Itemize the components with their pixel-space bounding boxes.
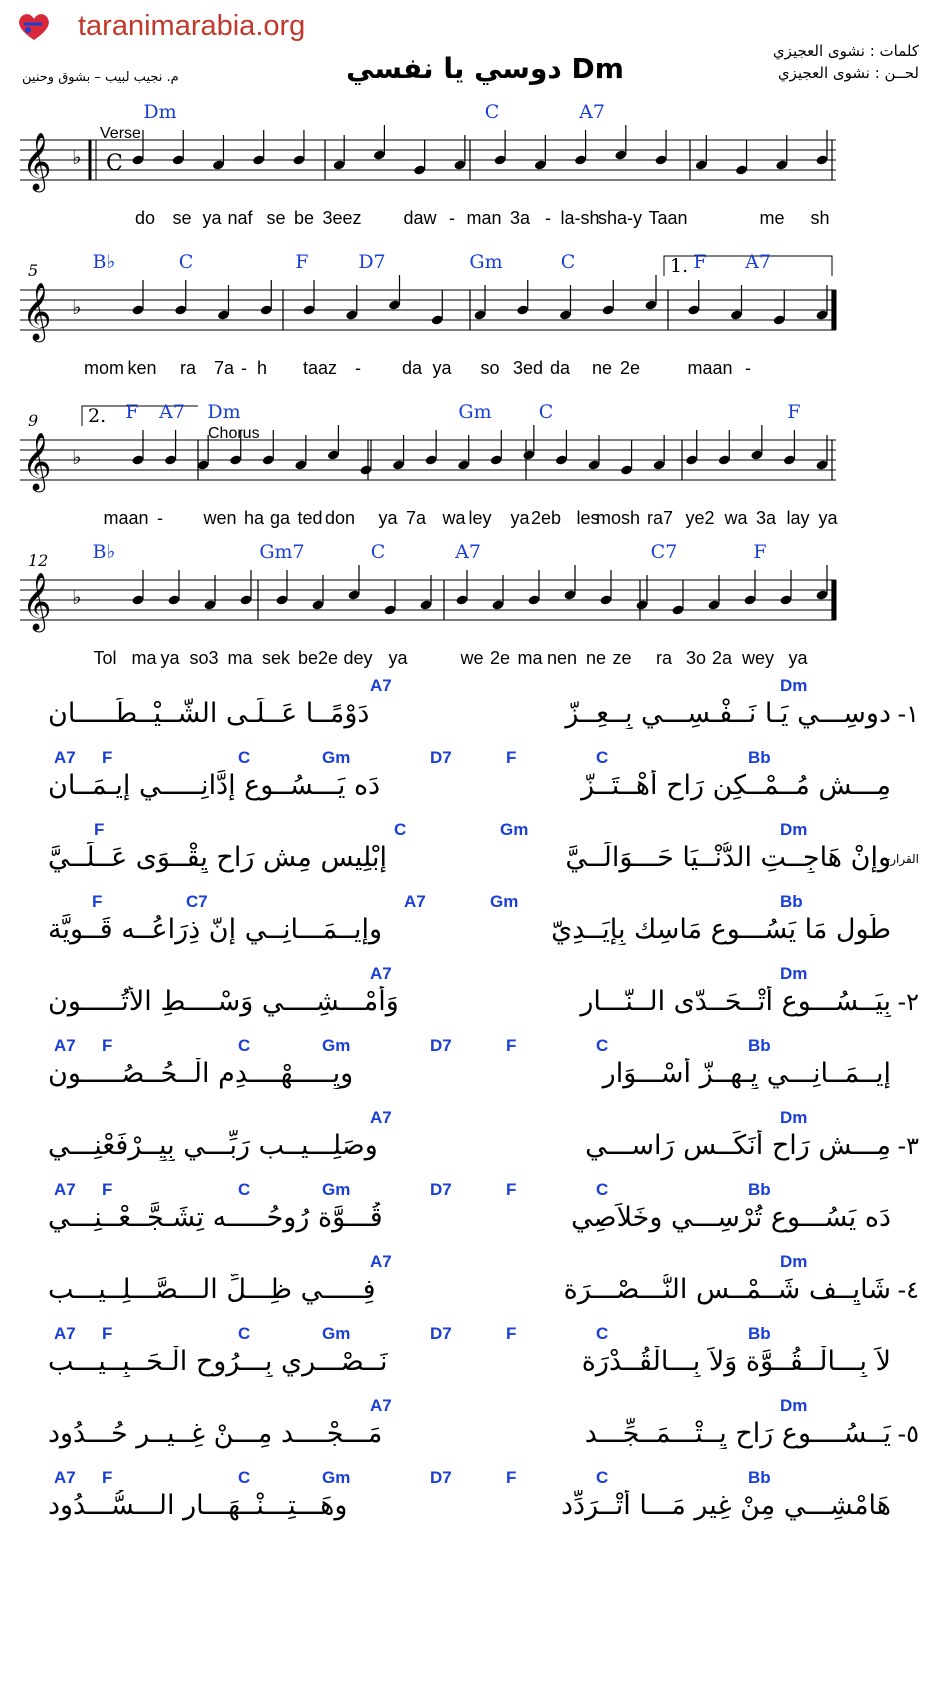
chord-symbol: B♭ — [92, 541, 116, 563]
lyric-syllable: ha — [243, 508, 265, 528]
arabic-chord: Gm — [322, 748, 351, 767]
lyric-syllable: ma — [131, 648, 157, 668]
lyric-syllable: 2a — [711, 648, 733, 668]
lyric-syllable: 3a — [509, 208, 531, 228]
arabic-lyric-line — [0, 1180, 931, 1252]
lyric-syllable: naf — [227, 208, 253, 228]
lyric-syllable: ra7 — [646, 508, 674, 528]
lyric-syllable: sek — [261, 648, 291, 668]
lyric-syllable: se — [266, 208, 286, 228]
lyric-syllable: 3a — [755, 508, 777, 528]
lyric-syllable: - — [241, 358, 247, 378]
lyric-syllable: ma — [517, 648, 543, 668]
key-flat-icon: ♭ — [72, 445, 82, 469]
chord-symbol: Gm7 — [259, 541, 305, 563]
arabic-chord: C — [238, 1324, 251, 1343]
arabic-hemistich-second: وَأَمْـــشِــــي وَسْــــطِ الأَتُـــــون — [48, 986, 399, 1017]
arabic-chord: A7 — [54, 1180, 76, 1199]
lyric-syllable: ga — [269, 508, 291, 528]
arabic-chord: C — [596, 1180, 609, 1199]
arabic-chord: Dm — [780, 820, 808, 839]
measure-number: 12 — [28, 551, 49, 570]
song-title: Dm دوسي يا نفسي — [346, 52, 624, 85]
arabic-chord: F — [506, 748, 517, 767]
lyric-syllable: so — [480, 358, 500, 378]
key-flat-icon: ♭ — [72, 295, 82, 319]
measure-number: 9 — [28, 411, 39, 430]
time-signature: C — [106, 151, 123, 176]
chord-symbol: Gm — [458, 401, 492, 423]
arabic-lyric-line — [0, 1036, 931, 1108]
lyric-syllable: ya — [378, 508, 398, 528]
staff-system-2 — [0, 250, 931, 410]
arabic-chord: A7 — [370, 1252, 392, 1271]
arabic-hemistich-first: مِـــش رَاح أَنَكِّــس رَاســـي — [585, 1130, 891, 1161]
chord-symbol: A7 — [579, 101, 605, 123]
arabic-chord: C — [238, 1468, 251, 1487]
lyric-syllable: 7a — [405, 508, 427, 528]
lyric-syllable: wa — [724, 508, 748, 528]
lyric-syllable: so3 — [189, 648, 219, 668]
arabic-lyric-line — [0, 964, 931, 1036]
verse-number: ٣- — [897, 1132, 919, 1160]
arabic-lyric-line — [0, 1108, 931, 1180]
arabic-chord: A7 — [370, 964, 392, 983]
staff-system-3 — [0, 400, 931, 560]
arabic-chord: Dm — [780, 964, 808, 983]
arabic-hemistich-second: وِصَلِـــيــب رَبِّـــي بِيِــرْفَعْنِـــي — [48, 1130, 378, 1161]
arabic-chord: C — [596, 1468, 609, 1487]
verse-number: ٢- — [897, 988, 919, 1016]
chord-symbol: C — [484, 101, 500, 123]
arabic-chord: F — [102, 1036, 113, 1055]
lyric-syllable: be — [293, 208, 315, 228]
verse-number: ١- — [897, 700, 919, 728]
lyric-syllable: 2eb — [530, 508, 562, 528]
chord-symbol: Dm — [143, 101, 177, 123]
arabic-hemistich-first: وِإِنْ هَاجِــتِ الدُّنْــيَا حَـــوَالَــيَّ — [565, 842, 891, 873]
lyric-syllable: da — [401, 358, 423, 378]
lyric-syllable: do — [134, 208, 156, 228]
section-label: Verse — [100, 125, 141, 142]
lyric-syllable: - — [157, 508, 163, 528]
arabic-hemistich-first: بِيَــسُـــوع أَتْــحَــدّى الــنّـــار — [580, 986, 891, 1017]
treble-clef-icon: 𝄞 — [22, 132, 52, 190]
lyric-syllable: mosh — [595, 508, 641, 528]
arranger-credit: م. نجيب لبيب – بشوق وحنين — [22, 70, 179, 85]
arabic-chord: C — [596, 1036, 609, 1055]
arabic-chord: Bb — [748, 1036, 771, 1055]
arabic-hemistich-second: نَــصْـــرِي بِـــرُوح الْـحَــبِــيـــب — [48, 1346, 388, 1377]
lyric-syllable: wey — [741, 648, 775, 668]
arabic-hemistich-second: دَوْمًــا عَــلَـى الشَّــيْــطَـــــان — [48, 698, 370, 729]
lyric-syllable: 3o — [685, 648, 707, 668]
arabic-hemistich-first: مِـــش مُــمْــكِن رَاح أَهْــتَــزّ — [581, 770, 891, 801]
arabic-chord: C — [238, 1036, 251, 1055]
arabic-chord: Gm — [322, 1324, 351, 1343]
lyric-syllable: don — [324, 508, 356, 528]
arabic-lyric-line — [0, 1468, 931, 1540]
arabic-chord: D7 — [430, 1324, 452, 1343]
arabic-chord: Gm — [490, 892, 519, 911]
lyric-syllable: ya — [388, 648, 408, 668]
lyric-syllable: be2e — [297, 648, 339, 668]
arabic-chord: Bb — [748, 1180, 771, 1199]
lyric-syllable: 7a — [213, 358, 235, 378]
lyric-syllable: 2e — [489, 648, 511, 668]
arabic-chord: Gm — [322, 1036, 351, 1055]
chord-symbol: F — [295, 251, 309, 273]
arabic-hemistich-second: إِبْلِيس مِش رَاح يِقْــوَى عَــلَــيَّ — [48, 842, 387, 873]
arabic-chord: A7 — [54, 1036, 76, 1055]
arabic-chord: C7 — [186, 892, 208, 911]
arabic-chord: F — [506, 1036, 517, 1055]
staff-system-1 — [0, 100, 931, 260]
arabic-chord: Bb — [748, 1324, 771, 1343]
lyric-syllable: ted — [297, 508, 323, 528]
arabic-chord: F — [102, 748, 113, 767]
arabic-lyric-line — [0, 1396, 931, 1468]
composer-credit: لحــن : نشوى العجيزي — [777, 64, 919, 82]
arabic-chord: Dm — [780, 676, 808, 695]
lyric-syllable: - — [545, 208, 551, 228]
arabic-chord: F — [506, 1468, 517, 1487]
chord-symbol: C — [370, 541, 386, 563]
arabic-chord: F — [506, 1180, 517, 1199]
lyric-syllable: ze — [612, 648, 632, 668]
arabic-chord: C — [596, 748, 609, 767]
site-name[interactable]: taranimarabia.org — [78, 10, 306, 42]
lyric-syllable: ye2 — [685, 508, 715, 528]
lyric-syllable: man — [466, 208, 502, 228]
lyric-syllable: me — [759, 208, 785, 228]
arabic-chord: C — [238, 748, 251, 767]
chord-symbol: Dm — [207, 401, 241, 423]
arabic-chord: A7 — [404, 892, 426, 911]
lyric-syllable: dey — [343, 648, 373, 668]
arabic-hemistich-first: دَه يَسُـــوع تُرْسِـــي وِخَلاَصِي — [571, 1202, 891, 1233]
lyric-syllable: h — [256, 358, 268, 378]
arabic-chord: C — [596, 1324, 609, 1343]
arabic-hemistich-first: دوسِـــي يَـا نَــفْـسِـــي بِــعِــزّ — [565, 698, 891, 729]
arabic-lyric-line — [0, 1324, 931, 1396]
treble-clef-icon: 𝄞 — [22, 572, 52, 630]
lyric-syllable: ya — [432, 358, 452, 378]
verse-number: القرار- — [885, 852, 919, 866]
arabic-chord: Dm — [780, 1396, 808, 1415]
verse-number: ٤- — [897, 1276, 919, 1304]
lyric-syllable: maan — [103, 508, 149, 528]
lyric-syllable: daw — [403, 208, 437, 228]
arabic-hemistich-first: شَايِــف شَــمْــسِ النُّـــصْـــرَة — [563, 1274, 891, 1305]
lyric-syllable: ne — [591, 358, 613, 378]
chord-symbol: C — [538, 401, 554, 423]
lyric-syllable: - — [745, 358, 751, 378]
lyric-syllable: se — [172, 208, 192, 228]
ending-number: 2. — [88, 405, 107, 427]
lyric-syllable: taaz — [302, 358, 338, 378]
arabic-hemistich-second: مَـــجْــــد مِـــنْ غِــيــر حُـــدُود — [48, 1418, 383, 1449]
arabic-chord: Bb — [780, 892, 803, 911]
lyric-syllable: ya — [510, 508, 530, 528]
arabic-chord: A7 — [370, 1396, 392, 1415]
arabic-lyric-line — [0, 892, 931, 964]
lyricist-credit: كلمات : نشوى العجيزي — [772, 42, 919, 60]
chord-symbol: Gm — [469, 251, 503, 273]
lyric-syllable: mom — [84, 358, 124, 378]
lyric-syllable: ken — [127, 358, 157, 378]
treble-clef-icon: 𝄞 — [22, 282, 52, 340]
arabic-chord: A7 — [54, 748, 76, 767]
key-flat-icon: ♭ — [72, 145, 82, 169]
arabic-chord: Bb — [748, 1468, 771, 1487]
arabic-chord: D7 — [430, 1036, 452, 1055]
arabic-chord: F — [102, 1468, 113, 1487]
arabic-chord: Gm — [500, 820, 529, 839]
arabic-hemistich-second: وِإِيــمَـــانِــي إِنّ ذِرَاعُــه قَــوِيَّة — [48, 914, 382, 945]
arabic-chord: F — [506, 1324, 517, 1343]
arabic-hemistich-first: يَــسُــــوع رَاح يِــتْـــمَــجِّـــد — [584, 1418, 891, 1449]
arabic-hemistich-first: طُول مَا يَسُـــوع مَاسِك بِإِيَــدِيّ — [551, 914, 891, 945]
lyric-syllable: la-sh — [560, 208, 600, 228]
arabic-hemistich-second: فِـــــي ظِـــلِّ الـــصَّـــلِــيـــب — [48, 1274, 376, 1305]
site-logo-icon — [14, 10, 54, 44]
arabic-chord: F — [102, 1180, 113, 1199]
lyric-syllable: we — [460, 648, 484, 668]
chord-symbol: A7 — [745, 251, 771, 273]
arabic-chord: A7 — [54, 1468, 76, 1487]
lyric-syllable: ra — [179, 358, 197, 378]
arabic-lyric-line — [0, 820, 931, 892]
arabic-chord: D7 — [430, 1180, 452, 1199]
arabic-hemistich-first: هَامْشِـــي مِنْ غِير مَـــا أَتْــرَدِّد — [561, 1490, 891, 1521]
lyric-syllable: sha-y — [597, 208, 643, 228]
lyric-syllable: ma — [227, 648, 253, 668]
chord-symbol: A7 — [455, 541, 481, 563]
arabic-chord: C — [238, 1180, 251, 1199]
arabic-chord: A7 — [370, 676, 392, 695]
chord-symbol: A7 — [159, 401, 185, 423]
lyric-syllable: da — [549, 358, 571, 378]
treble-clef-icon: 𝄞 — [22, 432, 52, 490]
arabic-hemistich-second: دَه يَـــسُــوع إِدَّانِـــــي إِيـمَــان — [48, 770, 381, 801]
lyric-syllable: - — [355, 358, 361, 378]
arabic-chord: A7 — [54, 1324, 76, 1343]
arabic-lyric-line — [0, 748, 931, 820]
chord-symbol: C — [178, 251, 194, 273]
lyric-syllable: - — [449, 208, 455, 228]
lyric-syllable: ra — [655, 648, 673, 668]
chord-symbol: F — [787, 401, 801, 423]
lyric-syllable: ley — [468, 508, 492, 528]
chord-symbol: F — [753, 541, 767, 563]
arabic-chord: Gm — [322, 1468, 351, 1487]
arabic-hemistich-second: قُـــوَّة رُوحُـــــه تِشَـجَّــعْــنِـــي — [48, 1202, 383, 1233]
chord-symbol: B♭ — [92, 251, 116, 273]
lyric-syllable: nen — [546, 648, 578, 668]
lyric-syllable: ya — [818, 508, 838, 528]
lyric-syllable: les — [576, 508, 600, 528]
arabic-hemistich-second: وِيِـــــهْــــدِمِ الْــحُــصُـــــون — [48, 1058, 354, 1089]
credits — [773, 40, 919, 84]
chord-symbol: C — [560, 251, 576, 273]
lyric-syllable: ya — [788, 648, 808, 668]
lyric-syllable: 2e — [619, 358, 641, 378]
ending-number: 1. — [670, 255, 689, 277]
lyric-syllable: 3eez — [322, 208, 362, 228]
arabic-chord: Dm — [780, 1108, 808, 1127]
arabic-hemistich-first: إِيــمَــانِـــي يِـهِــزّ أَسْـــوَار — [602, 1058, 891, 1089]
lyric-syllable: lay — [786, 508, 810, 528]
arabic-chord: Dm — [780, 1252, 808, 1271]
lyric-syllable: sh — [810, 208, 830, 228]
section-label: Chorus — [208, 425, 260, 442]
lyric-syllable: Tol — [93, 648, 117, 668]
arabic-chord: F — [94, 820, 105, 839]
arabic-hemistich-second: وِهَـــتِـــنْــهَـــار الـــسُّـــدُود — [48, 1490, 348, 1521]
arabic-chord: F — [102, 1324, 113, 1343]
lyric-syllable: maan — [687, 358, 733, 378]
chord-symbol: C7 — [650, 541, 678, 563]
arabic-lyric-line — [0, 676, 931, 748]
arabic-chord: Bb — [748, 748, 771, 767]
lyric-syllable: ya — [160, 648, 180, 668]
arabic-lyric-line — [0, 1252, 931, 1324]
lyric-syllable: wen — [203, 508, 237, 528]
lyric-syllable: ya — [202, 208, 222, 228]
arabic-chord: F — [92, 892, 103, 911]
key-flat-icon: ♭ — [72, 585, 82, 609]
chord-symbol: F — [125, 401, 139, 423]
arabic-hemistich-first: لاَ بِـــالْــقُــوَّة وَلاَ بِـــالْقُــدْرَة — [581, 1346, 891, 1377]
verse-number: ٥- — [897, 1420, 919, 1448]
lyric-syllable: ne — [585, 648, 607, 668]
lyric-syllable: Taan — [648, 208, 688, 228]
chord-symbol: F — [693, 251, 707, 273]
arabic-chord: D7 — [430, 748, 452, 767]
lyric-syllable: wa — [442, 508, 466, 528]
chord-symbol: D7 — [358, 251, 386, 273]
arabic-chord: A7 — [370, 1108, 392, 1127]
measure-number: 5 — [28, 261, 39, 280]
arabic-chord: Gm — [322, 1180, 351, 1199]
arabic-chord: C — [394, 820, 407, 839]
lyric-syllable: 3ed — [512, 358, 544, 378]
arabic-chord: D7 — [430, 1468, 452, 1487]
